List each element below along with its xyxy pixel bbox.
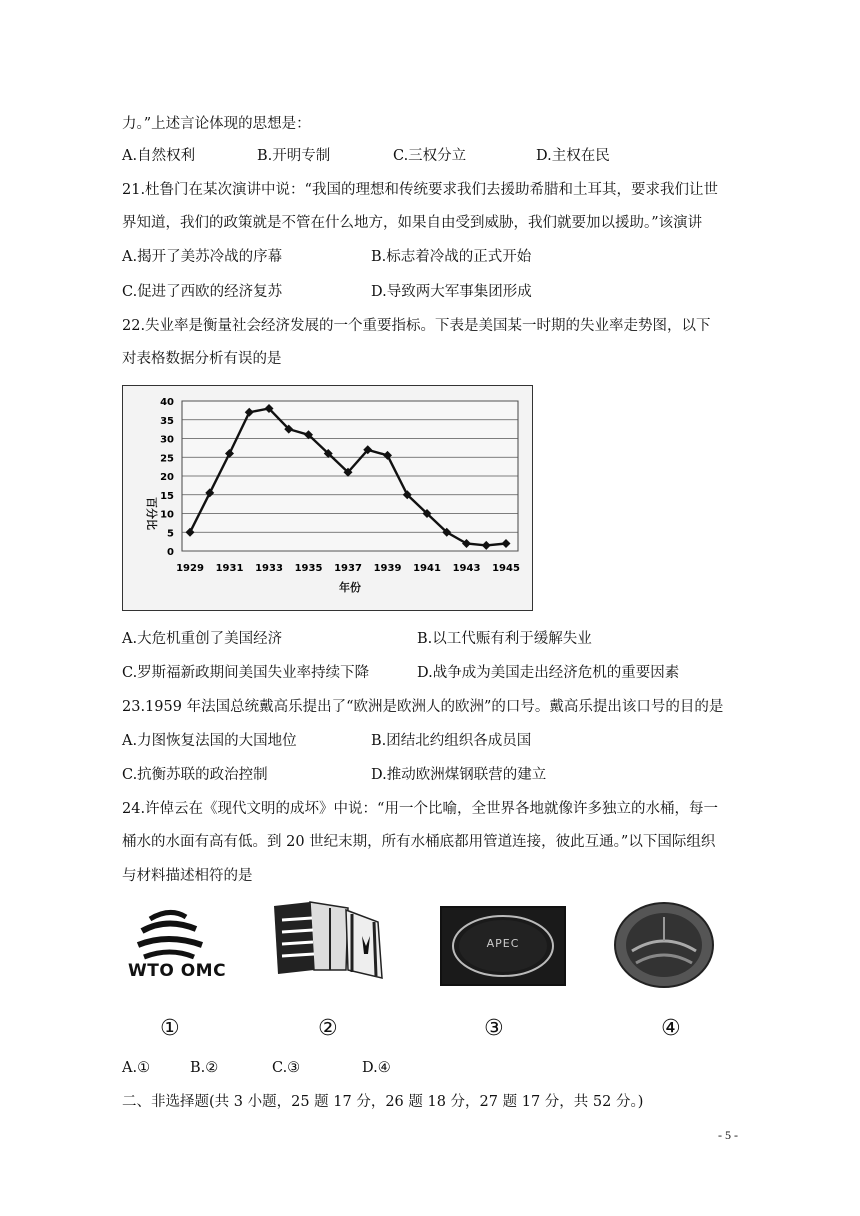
q20-option-c: C.三权分立 [393, 148, 467, 164]
y-tick-label: 25 [160, 453, 174, 465]
sco-emblem-logo [612, 901, 716, 989]
y-tick-label: 10 [160, 509, 174, 521]
y-tick-label: 35 [160, 415, 174, 427]
q21-option-c: C.促进了西欧的经济复苏 [122, 284, 283, 300]
q23-option-b: B.团结北约组织各成员国 [371, 733, 532, 749]
x-tick-label: 1945 [492, 563, 520, 574]
q24-option-b: B.② [190, 1060, 219, 1076]
q21-stem-line1: 21.杜鲁门在某次演讲中说：“我国的理想和传统要求我们去援助希腊和土耳其，要求我们让世 [122, 182, 718, 198]
x-tick-label: 1939 [373, 563, 402, 574]
q22-option-b: B.以工代赈有利于缓解失业 [417, 631, 592, 647]
q22-stem-line2: 对表格数据分析有误的是 [122, 351, 282, 367]
y-tick-label: 15 [160, 490, 174, 502]
unemployment-chart [122, 385, 533, 611]
y-tick-label: 20 [160, 472, 174, 483]
q23-option-c: C.抗衡苏联的政治控制 [122, 767, 268, 783]
q24-stem-line3: 与材料描述相符的是 [122, 868, 253, 884]
q21-option-b: B.标志着冷战的正式开始 [371, 249, 532, 265]
y-tick-label: 30 [160, 434, 174, 446]
logo-number-3: ③ [484, 1016, 504, 1041]
x-tick-label: 1941 [413, 563, 441, 574]
q21-option-d: D.导致两大军事集团形成 [371, 284, 532, 300]
q24-stem-line2: 桶水的水面有高有低。到 20 世纪末期，所有水桶底都用管道连接，彼此互通。”以下国际组织 [122, 834, 716, 850]
q22-stem-line1: 22.失业率是衡量社会经济发展的一个重要指标。下表是美国某一时期的失业率走势图，以下 [122, 318, 711, 334]
section-heading: 二、非选择题(共 3 小题，25 题 17 分，26 题 18 分，27 题 17 分，共 52 分。) [122, 1094, 644, 1110]
logo-number-1: ① [160, 1016, 180, 1041]
x-axis-label: 年份 [339, 581, 361, 594]
chart-svg [122, 385, 533, 611]
sco-emblem-icon [612, 901, 716, 989]
apec-logo [440, 906, 566, 986]
x-tick-label: 1931 [215, 563, 244, 574]
q23-option-d: D.推动欧洲煤钢联营的建立 [371, 767, 547, 783]
page-number: - 5 - [718, 1128, 738, 1142]
q24-option-c: C.③ [272, 1060, 301, 1076]
flags-icon [270, 900, 385, 982]
x-tick-label: 1929 [176, 563, 204, 574]
q23-option-a: A.力图恢复法国的大国地位 [122, 733, 297, 749]
q20-option-a: A.自然权利 [122, 148, 196, 164]
q20-option-b: B.开明专制 [257, 148, 331, 164]
y-tick-label: 0 [167, 547, 174, 558]
x-tick-label: 1935 [294, 563, 323, 574]
logo-number-2: ② [318, 1016, 338, 1041]
q20-stem-end: 力。”上述言论体现的思想是： [122, 116, 311, 132]
q21-stem-line2: 界知道，我们的政策就是不管在什么地方，如果自由受到威胁，我们就要加以援助。”该演讲 [122, 215, 703, 231]
apec-logo-text: APEC [486, 937, 520, 950]
x-tick-label: 1943 [452, 563, 481, 574]
q22-option-a: A.大危机重创了美国经济 [122, 631, 283, 647]
y-axis-label: 百分比 [145, 497, 158, 530]
x-tick-label: 1933 [255, 563, 283, 574]
q23-stem: 23.1959 年法国总统戴高乐提出了“欧洲是欧洲人的欧洲”的口号。戴高乐提出该口号的目的是 [122, 699, 724, 715]
q22-option-d: D.战争成为美国走出经济危机的重要因素 [417, 665, 680, 681]
logo-number-4: ④ [661, 1016, 681, 1041]
q21-option-a: A.揭开了美苏冷战的序幕 [122, 249, 283, 265]
nafta-flags-logo [270, 900, 385, 982]
q24-option-d: D.④ [362, 1060, 391, 1076]
q20-option-d: D.主权在民 [536, 148, 610, 164]
q22-option-c: C.罗斯福新政期间美国失业率持续下降 [122, 665, 370, 681]
q24-stem-line1: 24.许倬云在《现代文明的成坏》中说：“用一个比喻，全世界各地就像许多独立的水桶，每一 [122, 801, 718, 817]
y-tick-label: 5 [167, 528, 174, 540]
wto-logo [122, 905, 232, 985]
x-tick-label: 1937 [334, 563, 362, 574]
y-tick-label: 40 [160, 397, 174, 408]
q24-option-a: A.① [122, 1060, 151, 1076]
wto-logo-text: WTO OMC [128, 961, 227, 981]
